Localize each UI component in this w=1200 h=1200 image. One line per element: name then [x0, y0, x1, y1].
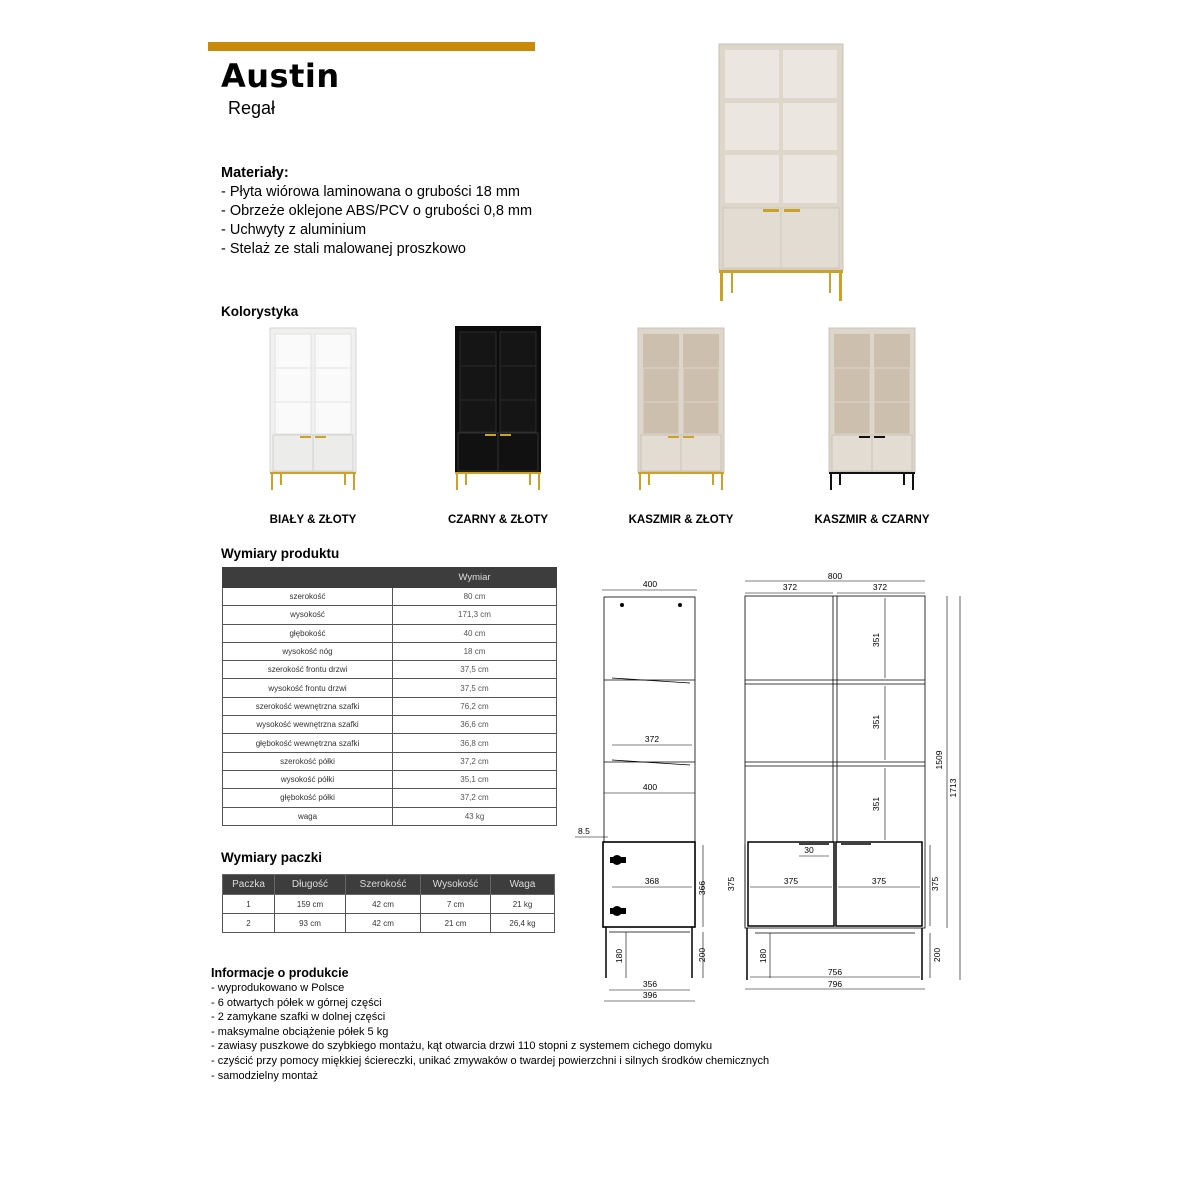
dim-name: wysokość półki — [223, 770, 393, 788]
dim-label: 180 — [758, 948, 768, 964]
table-header: Długość — [275, 875, 346, 895]
dim-label: 356 — [642, 979, 658, 989]
dim-name: głębokość półki — [223, 789, 393, 807]
dim-name: szerokość frontu drzwi — [223, 661, 393, 679]
dim-label: 400 — [642, 782, 658, 792]
materials-heading: Materiały: — [221, 165, 289, 181]
dim-label: 396 — [642, 990, 658, 1000]
table-cell: 93 cm — [275, 914, 346, 933]
dim-value: 36,6 cm — [393, 716, 557, 734]
side-view-labels — [578, 579, 707, 1000]
dim-value: 76,2 cm — [393, 697, 557, 715]
dim-value: 43 kg — [393, 807, 557, 825]
dim-label: 372 — [782, 582, 798, 592]
packages-heading: Wymiary paczki — [221, 850, 323, 865]
dim-label: 200 — [932, 947, 942, 963]
dim-value: 37,5 cm — [393, 661, 557, 679]
dim-label: 1713 — [948, 778, 958, 798]
table-cell: 2 — [223, 914, 275, 933]
dim-name: głębokość — [223, 624, 393, 642]
dim-label: 800 — [827, 571, 843, 581]
table-cell: 159 cm — [275, 895, 346, 914]
dim-value: 80 cm — [393, 588, 557, 606]
colorways-heading: Kolorystyka — [221, 304, 299, 319]
dim-name: wysokość frontu drzwi — [223, 679, 393, 697]
product-subtitle: Regał — [228, 98, 276, 118]
table-cell: 42 cm — [346, 914, 421, 933]
dim-label: 368 — [644, 876, 660, 886]
info-heading: Informacje o produkcie — [211, 966, 349, 980]
dim-label: 180 — [614, 948, 624, 964]
table-cell: 1 — [223, 895, 275, 914]
info-item: - 6 otwartych półek w górnej części — [211, 996, 382, 1009]
dim-label: 796 — [827, 979, 843, 989]
material-item: - Obrzeże oklejone ABS/PCV o grubości 0,8 mm — [221, 203, 533, 219]
side-view-drawing — [575, 590, 703, 1001]
info-item: - samodzielny montaż — [211, 1069, 318, 1082]
dim-label: 351 — [871, 714, 881, 730]
dim-name: szerokość półki — [223, 752, 393, 770]
colorway-label: KASZMIR & CZARNY — [814, 514, 930, 526]
dim-value: 40 cm — [393, 624, 557, 642]
dim-label: 756 — [827, 967, 843, 977]
hinge-icons — [610, 603, 682, 916]
dim-value: 37,5 cm — [393, 679, 557, 697]
material-item: - Płyta wiórowa laminowana o grubości 18 mm — [221, 184, 520, 200]
dim-value: 36,8 cm — [393, 734, 557, 752]
colorway-label: CZARNY & ZŁOTY — [447, 514, 549, 526]
dim-label: 8.5 — [578, 826, 590, 836]
table-cell: 42 cm — [346, 895, 421, 914]
dim-label: 375 — [726, 876, 736, 892]
dim-label: 351 — [871, 796, 881, 812]
dim-label: 400 — [642, 579, 658, 589]
front-view-drawing — [745, 581, 960, 989]
material-item: - Uchwyty z aluminium — [221, 222, 367, 238]
dim-label: 30 — [804, 845, 814, 855]
dim-name: wysokość wewnętrzna szafki — [223, 716, 393, 734]
dim-label: 1509 — [934, 750, 944, 770]
dim-label: 375 — [871, 876, 887, 886]
table-header: Waga — [491, 875, 555, 895]
dim-name: szerokość wewnętrzna szafki — [223, 697, 393, 715]
info-item: - maksymalne obciążenie półek 5 kg — [211, 1025, 389, 1038]
dim-label: 372 — [644, 734, 660, 744]
colorway-label: BIAŁY & ZŁOTY — [269, 514, 357, 526]
dim-name: waga — [223, 807, 393, 825]
table-header: Paczka — [223, 875, 275, 895]
dim-label: 375 — [930, 876, 940, 892]
table-header: Szerokość — [346, 875, 421, 895]
dim-value: 18 cm — [393, 642, 557, 660]
dimensions-heading: Wymiary produktu — [221, 546, 340, 561]
table-cell: 21 kg — [491, 895, 555, 914]
dim-value: 35,1 cm — [393, 770, 557, 788]
dim-value: 37,2 cm — [393, 789, 557, 807]
table-cell: 26,4 kg — [491, 914, 555, 933]
info-item: - czyścić przy pomocy miękkiej ściereczki, unikać zmywaków o twardej powierzchni i silnych środków chemicznych — [211, 1054, 770, 1067]
info-item: - 2 zamykane szafki w dolnej części — [211, 1011, 386, 1024]
dim-name: wysokość nóg — [223, 642, 393, 660]
info-item: - zawiasy puszkowe do szybkiego montażu, kąt otwarcia drzwi 110 stopni z systemem cichego domyku — [211, 1040, 713, 1053]
info-item: - wyprodukowano w Polsce — [211, 982, 345, 994]
dim-name: szerokość — [223, 588, 393, 606]
colorway-label: KASZMIR & ZŁOTY — [628, 514, 734, 526]
dim-name: głębokość wewnętrzna szafki — [223, 734, 393, 752]
table-header: Wysokość — [421, 875, 491, 895]
table-header: Wymiar — [393, 568, 557, 588]
dim-value: 171,3 cm — [393, 606, 557, 624]
dim-label: 366 — [697, 880, 707, 896]
dim-label: 351 — [871, 632, 881, 648]
product-title: Austin — [221, 57, 340, 95]
dim-value: 37,2 cm — [393, 752, 557, 770]
table-cell: 7 cm — [421, 895, 491, 914]
dim-label: 375 — [783, 876, 799, 886]
dim-name: wysokość — [223, 606, 393, 624]
dim-label: 200 — [697, 947, 707, 963]
dim-label: 372 — [872, 582, 888, 592]
material-item: - Stelaż ze stali malowanej proszkowo — [221, 241, 466, 257]
table-cell: 21 cm — [421, 914, 491, 933]
